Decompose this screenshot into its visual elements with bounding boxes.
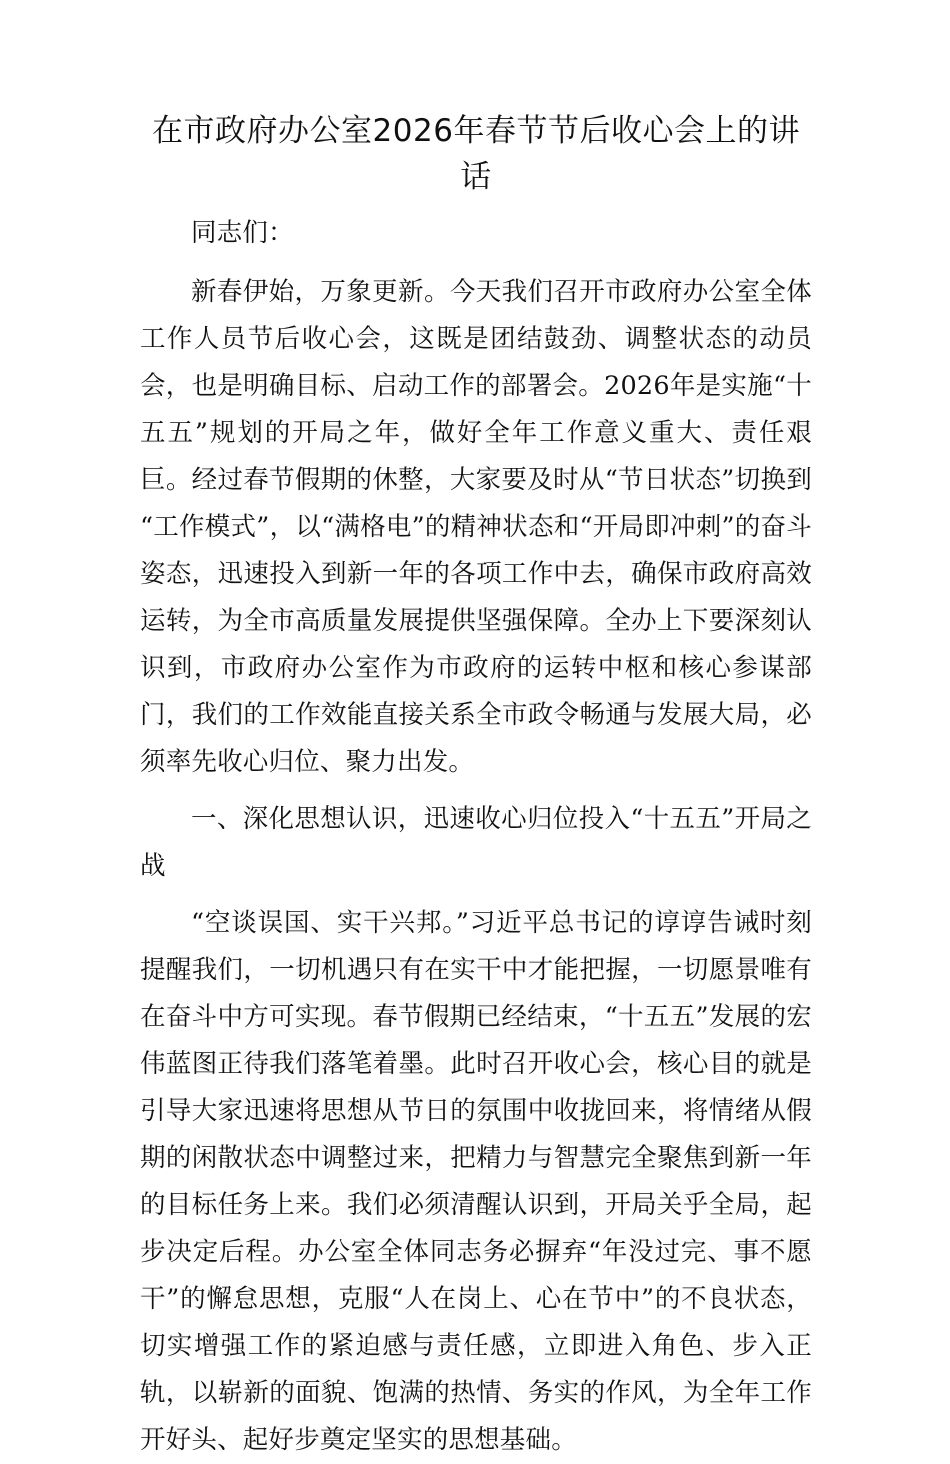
document-body	[140, 108, 812, 1464]
paragraph-section-one-body: “空谈误国、实干兴邦。”习近平总书记的谆谆告诫时刻提醒我们，一切机遇只有在实干中才能把握，一切愿景唯有在奋斗中方可实现。春节假期已经结束，“十五五”发展的宏伟蓝图正待我们落笔着墨。此时召开收心会，核心目的就是引导大家迅速将思想从节日的氛围中收拢回来，将情绪从假期的闲散状态中调整过来，把精力与智慧完全聚焦到新一年的目标任务上来。我们必须清醒认识到，开局关乎全局，起步决定后程。办公室全体同志务必摒弃“年没过完、事不愿干”的懈怠思想，克服“人在岗上、心在节中”的不良状态，切实增强工作的紧迫感与责任感，立即进入角色、步入正轨，以崭新的面貌、饱满的热情、务实的作风，为全年工作开好头、起好步奠定坚实的思想基础。	[140, 908, 812, 1455]
title-body-spacer	[140, 200, 812, 210]
section-heading-one: 一、深化思想认识，迅速收心归位投入“十五五”开局之战	[140, 804, 812, 881]
paragraph-opening: 新春伊始，万象更新。今天我们召开市政府办公室全体工作人员节后收心会，这既是团结鼓劲、调整状态的动员会，也是明确目标、启动工作的部署会。2026年是实施“十五五”规划的开局之年，做好全年工作意义重大、责任艰巨。经过春节假期的休整，大家要及时从“节日状态”切换到“工作模式”，以“满格电”的精神状态和“开局即冲刺”的奋斗姿态，迅速投入到新一年的各项工作中去，确保市政府高效运转，为全市高质量发展提供坚强保障。全办上下要深刻认识到，市政府办公室作为市政府的运转中枢和核心参谋部门，我们的工作效能直接关系全市政令畅通与发展大局，必须率先收心归位、聚力出发。	[140, 277, 812, 777]
page-title: 在市政府办公室2026年春节节后收心会上的讲话	[152, 113, 800, 195]
salutation-line: 同志们：	[191, 218, 294, 248]
